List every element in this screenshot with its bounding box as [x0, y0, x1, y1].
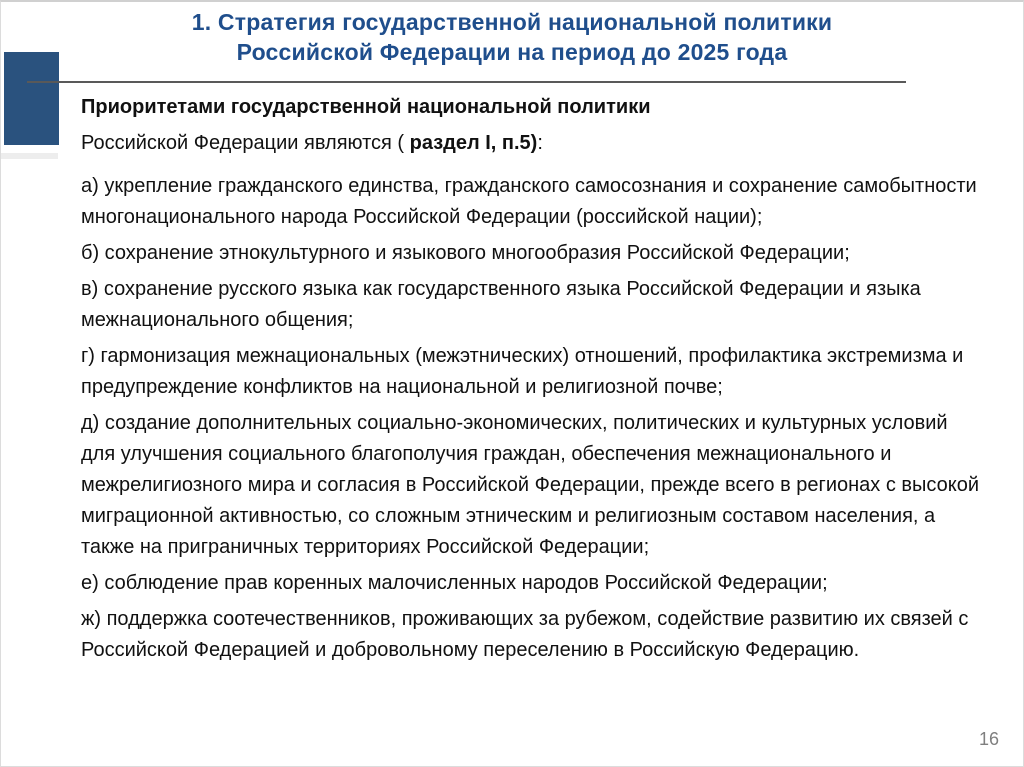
- list-item-b: б) сохранение этнокультурного и языкового многообразия Российской Федерации;: [81, 242, 850, 264]
- intro-line: [81, 128, 986, 159]
- slide-title-line-1: 1. Стратегия государственной национальной политики: [191, 9, 833, 35]
- list-item-zh: ж) поддержка соотечественников, проживающих за рубежом, содействие развитию их связей с Российской Федерацией и добровольному переселению в Российскую Федерацию.: [81, 608, 969, 661]
- slide-title: [71, 7, 953, 67]
- intro-section-reference: раздел I, п.5): [409, 132, 538, 154]
- list-item-g: г) гармонизация межнациональных (межэтнических) отношений, профилактика экстремизма и предупреждение конфликтов на национальной и религиозной почве;: [81, 345, 964, 398]
- slide-body: [81, 92, 986, 671]
- list-item-d: д) создание дополнительных социально-экономических, политических и культурных условий для улучшения социального благополучия граждан, обеспечения межнационального и межрелигиозного мира и согласия в Российской Федерации, прежде всего в регионах с высокой миграционной активностью, со сложным этническим и религиозным составом населения, а также на приграничных территориях Российской Федерации;: [81, 412, 980, 558]
- page-number: 16: [978, 729, 999, 749]
- list-item-a: а) укрепление гражданского единства, гражданского самосознания и сохранение самобытности многонационального народа Российской Федерации (российской нации);: [81, 175, 977, 228]
- accent-rectangle-shadow: [1, 153, 58, 159]
- title-divider-line: [27, 81, 906, 83]
- intro-suffix: :: [537, 132, 543, 154]
- intro-heading: Приоритетами государственной национальной политики: [81, 96, 651, 118]
- slide-title-line-2: Российской Федерации на период до 2025 года: [236, 39, 788, 65]
- accent-rectangle: [4, 52, 59, 145]
- intro-prefix: Российской Федерации являются (: [81, 132, 410, 154]
- list-item-v: в) сохранение русского языка как государственного языка Российской Федерации и языка межнационального общения;: [81, 278, 921, 331]
- list-item-e: е) соблюдение прав коренных малочисленных народов Российской Федерации;: [81, 572, 828, 594]
